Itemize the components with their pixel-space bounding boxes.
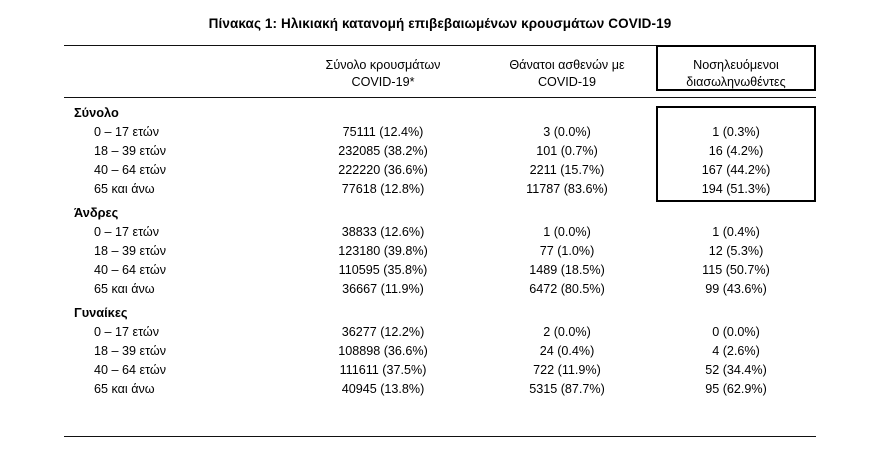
column-header-intubated-line2: διασωληνωθέντες (686, 74, 786, 89)
row-label: 0 – 17 ετών (94, 224, 160, 239)
group-header-row (64, 198, 816, 222)
table-row (64, 241, 816, 260)
row-label: 18 – 39 ετών (94, 243, 167, 258)
cell-cases: 77618 (12.8%) (341, 181, 425, 196)
table-spacer (64, 398, 816, 403)
cell-cases: 36667 (11.9%) (342, 281, 424, 296)
cell-intubated: 99 (43.6%) (705, 281, 767, 296)
table-row (64, 122, 816, 141)
cell-deaths: 5315 (87.7%) (529, 381, 605, 396)
cell-cases: 38833 (12.6%) (341, 224, 425, 239)
cell-intubated: 0 (0.0%) (712, 324, 760, 339)
group-label-men: Άνδρες (74, 205, 119, 221)
column-header-cases-line1: Σύνολο κρουσμάτων (325, 58, 441, 72)
cell-intubated: 1 (0.3%) (712, 124, 760, 139)
cell-deaths: 1 (0.0%) (543, 224, 591, 239)
column-header-cases-line2: COVID-19* (351, 74, 415, 89)
cell-cases: 222220 (36.6%) (338, 162, 428, 177)
table-row (64, 341, 816, 360)
cell-deaths: 2 (0.0%) (543, 324, 591, 339)
group-header-row (64, 298, 816, 322)
cell-cases: 40945 (13.8%) (341, 381, 425, 396)
row-label: 40 – 64 ετών (94, 162, 167, 177)
cell-deaths: 1489 (18.5%) (529, 262, 605, 277)
row-label: 18 – 39 ετών (94, 343, 167, 358)
table-row (64, 160, 816, 179)
cell-intubated: 4 (2.6%) (712, 343, 760, 358)
group-label-women: Γυναίκες (74, 305, 128, 321)
row-label: 18 – 39 ετών (94, 143, 167, 158)
table-header-row (64, 48, 816, 97)
table-bottom-rule (64, 436, 816, 437)
cell-cases: 75111 (12.4%) (342, 124, 424, 139)
column-header-deaths (478, 48, 656, 97)
row-label: 65 και άνω (94, 181, 155, 196)
cell-deaths: 101 (0.7%) (536, 143, 598, 158)
cell-deaths: 6472 (80.5%) (529, 281, 605, 296)
row-label: 40 – 64 ετών (94, 362, 167, 377)
column-header-intubated (656, 48, 816, 97)
cell-intubated: 95 (62.9%) (705, 381, 767, 396)
cell-deaths: 2211 (15.7%) (529, 162, 605, 177)
group-header-row (64, 98, 816, 123)
cell-intubated: 167 (44.2%) (701, 162, 771, 177)
cell-deaths: 11787 (83.6%) (526, 181, 608, 196)
table-row (64, 322, 816, 341)
age-distribution-table (64, 45, 816, 403)
column-header-cases (288, 48, 478, 97)
cell-cases: 108898 (36.6%) (338, 343, 428, 358)
cell-intubated: 194 (51.3%) (701, 181, 771, 196)
table-row (64, 222, 816, 241)
table-row (64, 379, 816, 398)
column-header-deaths-line2: COVID-19 (537, 74, 597, 89)
cell-deaths: 3 (0.0%) (543, 124, 591, 139)
row-label: 65 και άνω (94, 381, 155, 396)
column-header-deaths-line1: Θάνατοι ασθενών με (509, 58, 625, 72)
table-row (64, 279, 816, 298)
cell-intubated: 1 (0.4%) (712, 224, 760, 239)
row-label: 40 – 64 ετών (94, 262, 167, 277)
cell-deaths: 77 (1.0%) (539, 243, 595, 258)
cell-cases: 36277 (12.2%) (341, 324, 425, 339)
row-label: 0 – 17 ετών (94, 324, 160, 339)
column-header-intubated-line1: Νοσηλευόμενοι (693, 58, 779, 72)
table-caption: Πίνακας 1: Ηλικιακή κατανομή επιβεβαιωμένων κρουσμάτων COVID-19 (208, 16, 672, 31)
table-row (64, 260, 816, 279)
cell-cases: 110595 (35.8%) (338, 262, 428, 277)
cell-deaths: 24 (0.4%) (539, 343, 595, 358)
cell-cases: 123180 (39.8%) (338, 243, 428, 258)
table-row (64, 179, 816, 198)
column-header-blank (64, 48, 288, 97)
cell-intubated: 52 (34.4%) (705, 362, 767, 377)
table-container (64, 45, 816, 403)
cell-intubated: 115 (50.7%) (702, 262, 770, 277)
cell-cases: 111611 (37.5%) (339, 362, 427, 377)
table-row (64, 360, 816, 379)
cell-cases: 232085 (38.2%) (338, 143, 428, 158)
cell-intubated: 12 (5.3%) (708, 243, 764, 258)
cell-intubated: 16 (4.2%) (708, 143, 764, 158)
row-label: 0 – 17 ετών (94, 124, 160, 139)
cell-deaths: 722 (11.9%) (533, 362, 601, 377)
table-row (64, 141, 816, 160)
row-label: 65 και άνω (94, 281, 155, 296)
group-label-total: Σύνολο (74, 105, 119, 121)
